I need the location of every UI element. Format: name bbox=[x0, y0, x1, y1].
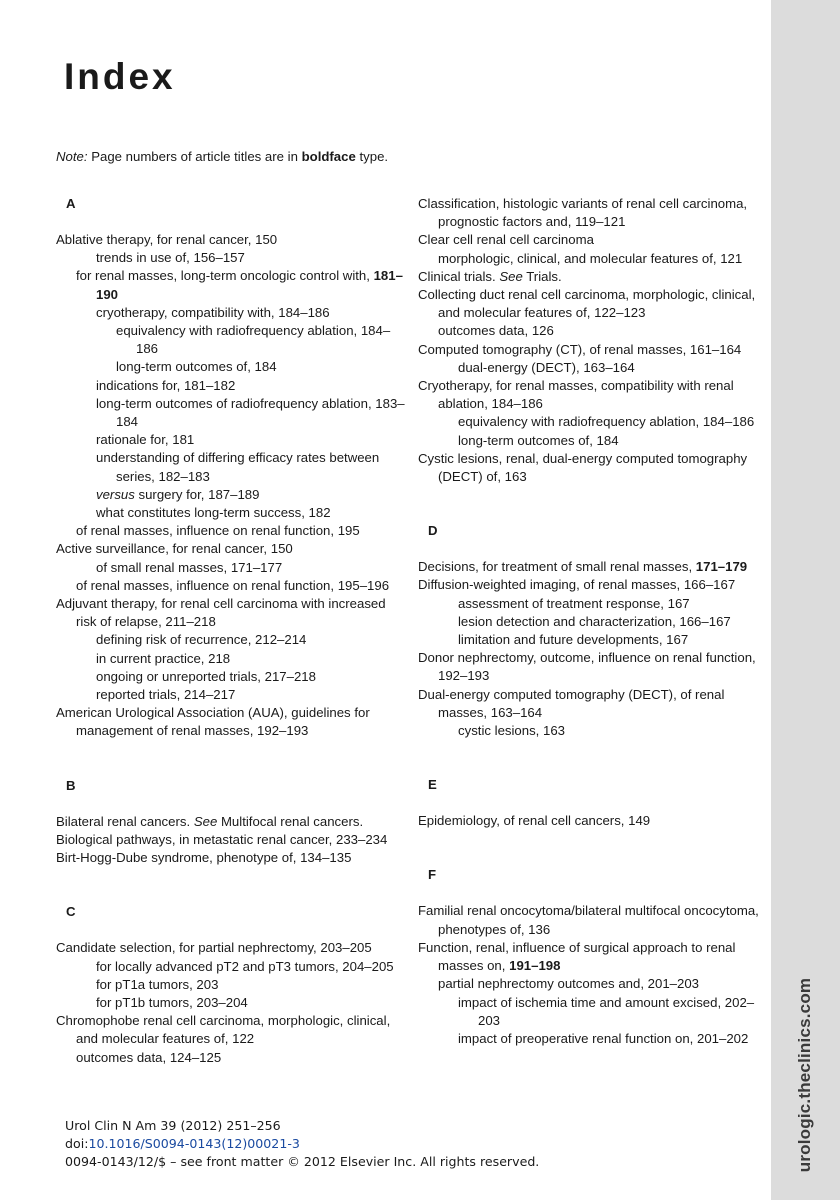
index-entry-text: for pT1a tumors, 203 bbox=[96, 976, 219, 992]
index-entry-text: Birt-Hogg-Dube syndrome, phenotype of, 134–135 bbox=[56, 850, 352, 866]
index-entry-text: cystic lesions, 163 bbox=[458, 723, 566, 739]
doi-label: doi: bbox=[65, 1136, 89, 1151]
index-entry bbox=[56, 395, 406, 431]
index-entry bbox=[56, 813, 406, 831]
index-entry-text: Adjuvant therapy, for renal cell carcinoma with increased risk of relapse, 211–218 bbox=[56, 596, 386, 630]
index-entry-text: Function, renal, influence of surgical approach to renal masses on, bbox=[418, 939, 736, 974]
index-entry-text: long-term outcomes of, 184 bbox=[458, 432, 619, 448]
index-entry bbox=[56, 939, 406, 957]
index-entry bbox=[418, 812, 768, 830]
index-entry bbox=[56, 358, 406, 376]
index-entry-text: impact of ischemia time and amount excised, 202–203 bbox=[458, 994, 755, 1028]
index-entry-text: 181–190 bbox=[96, 268, 403, 302]
index-entry bbox=[56, 249, 406, 267]
index-entry-text: understanding of differing efficacy rates between series, 182–183 bbox=[96, 450, 380, 484]
index-entry-text: impact of preoperative renal function on, 201–202 bbox=[458, 1030, 749, 1046]
note-bold: boldface bbox=[301, 149, 356, 164]
section-letter: C bbox=[66, 904, 76, 920]
index-entry bbox=[56, 849, 406, 867]
index-entry-text: Cystic lesions, renal, dual-energy computed tomography (DECT) of, 163 bbox=[418, 450, 748, 485]
index-entry-text: equivalency with radiofrequency ablation, 184–186 bbox=[458, 414, 755, 430]
index-entry-text: Computed tomography (CT), of renal masses, 161–164 bbox=[418, 341, 742, 357]
index-entry bbox=[56, 540, 406, 558]
index-entry bbox=[56, 267, 406, 303]
index-entry-text: 191–198 bbox=[509, 958, 561, 974]
index-entry-text: for renal masses, long-term oncologic control with, bbox=[76, 268, 374, 284]
index-entry-text: Clinical trials. bbox=[418, 268, 500, 284]
index-entry-text: cryotherapy, compatibility with, 184–186 bbox=[96, 304, 330, 320]
index-entry bbox=[56, 431, 406, 449]
index-note bbox=[56, 149, 388, 164]
index-entry bbox=[56, 449, 406, 485]
index-entry bbox=[418, 231, 768, 249]
index-entry bbox=[418, 595, 768, 613]
index-entry bbox=[56, 377, 406, 395]
index-entry-text: See bbox=[193, 813, 218, 829]
index-entry-text: trends in use of, 156–157 bbox=[96, 250, 245, 266]
index-entry bbox=[56, 322, 406, 358]
index-entry-text: Biological pathways, in metastatic renal cancer, 233–234 bbox=[56, 831, 388, 847]
index-entry bbox=[56, 976, 406, 994]
index-column-right bbox=[418, 195, 768, 1048]
index-entry-text: outcomes data, 126 bbox=[438, 323, 554, 339]
section-letter: B bbox=[66, 777, 76, 793]
index-entry-text: indications for, 181–182 bbox=[96, 377, 236, 393]
index-entry bbox=[56, 504, 406, 522]
index-entry-text: Active surveillance, for renal cancer, 150 bbox=[56, 541, 293, 557]
index-entry bbox=[418, 450, 768, 486]
index-entry bbox=[418, 649, 768, 685]
index-entry bbox=[418, 359, 768, 377]
index-entry bbox=[56, 668, 406, 686]
index-entry-text: See bbox=[499, 268, 523, 284]
index-entry bbox=[418, 268, 768, 286]
index-entry-text: lesion detection and characterization, 166–167 bbox=[458, 613, 731, 629]
index-entry-text: Bilateral renal cancers. bbox=[56, 813, 194, 829]
note-text-2: type. bbox=[355, 149, 389, 164]
index-entry-text: Decisions, for treatment of small renal masses, bbox=[418, 559, 696, 575]
index-entry bbox=[56, 1049, 406, 1067]
index-entry bbox=[418, 558, 768, 576]
index-entry bbox=[56, 1012, 406, 1048]
index-entry-text: morphologic, clinical, and molecular features of, 121 bbox=[438, 250, 743, 266]
index-entry bbox=[56, 559, 406, 577]
index-entry-text: Familial renal oncocytoma/bilateral multifocal oncocytoma, phenotypes of, 136 bbox=[418, 903, 759, 937]
index-entry bbox=[56, 486, 406, 504]
index-entry bbox=[418, 286, 768, 322]
index-entry bbox=[418, 939, 768, 975]
footer-citation: Urol Clin N Am 39 (2012) 251–256 bbox=[65, 1118, 281, 1133]
index-entry bbox=[418, 902, 768, 938]
index-entry-text: for locally advanced pT2 and pT3 tumors, 204–205 bbox=[96, 958, 394, 974]
index-entry-text: for pT1b tumors, 203–204 bbox=[96, 994, 248, 1010]
index-entry-text: long-term outcomes of radiofrequency ablation, 183–184 bbox=[96, 395, 405, 430]
index-entry bbox=[418, 377, 768, 413]
index-entry-text: outcomes data, 124–125 bbox=[76, 1049, 222, 1065]
index-entry bbox=[56, 958, 406, 976]
page-title: Index bbox=[64, 56, 176, 97]
index-entry bbox=[418, 432, 768, 450]
index-entry bbox=[56, 231, 406, 249]
index-entry-text: Multifocal renal cancers. bbox=[217, 813, 364, 829]
index-entry-text: reported trials, 214–217 bbox=[96, 687, 236, 703]
section-letter: D bbox=[428, 523, 438, 539]
footer-copyright: 0094-0143/12/$ – see front matter © 2012 Elsevier Inc. All rights reserved. bbox=[65, 1154, 540, 1169]
index-entry-text: dual-energy (DECT), 163–164 bbox=[458, 359, 635, 375]
footer-doi bbox=[65, 1135, 539, 1153]
index-entry-text: limitation and future developments, 167 bbox=[458, 632, 689, 648]
journal-url[interactable]: urologic.theclinics.com bbox=[795, 977, 814, 1173]
index-entry-text: Ablative therapy, for renal cancer, 150 bbox=[56, 232, 278, 247]
doi-link[interactable]: 10.1016/S0094-0143(12)00021-3 bbox=[88, 1136, 300, 1151]
index-entry-text: of renal masses, influence on renal function, 195–196 bbox=[76, 577, 390, 593]
index-entry bbox=[56, 304, 406, 322]
index-entry bbox=[56, 595, 406, 631]
index-entry bbox=[56, 686, 406, 704]
index-entry-text: what constitutes long-term success, 182 bbox=[96, 505, 331, 521]
index-entry bbox=[418, 722, 768, 740]
index-entry-text: Epidemiology, of renal cell cancers, 149 bbox=[418, 813, 651, 829]
index-entry-text: of small renal masses, 171–177 bbox=[96, 559, 283, 575]
index-entry-text: Candidate selection, for partial nephrectomy, 203–205 bbox=[56, 940, 372, 956]
index-entry bbox=[418, 686, 768, 722]
index-entry-text: surgery for, 187–189 bbox=[134, 486, 260, 502]
index-entry-text: rationale for, 181 bbox=[96, 432, 195, 448]
index-entry-text: Trials. bbox=[522, 268, 562, 284]
index-entry bbox=[56, 994, 406, 1012]
index-entry-text: Donor nephrectomy, outcome, influence on renal function, 192–193 bbox=[418, 650, 756, 684]
index-entry bbox=[56, 577, 406, 595]
index-entry-text: long-term outcomes of, 184 bbox=[116, 359, 277, 375]
section-letter: F bbox=[428, 867, 437, 883]
index-entry bbox=[56, 650, 406, 668]
index-entry bbox=[56, 704, 406, 740]
index-entry bbox=[56, 631, 406, 649]
index-entry-text: Classification, histologic variants of renal cell carcinoma, prognostic factors and, 119–121 bbox=[418, 196, 748, 230]
index-entry bbox=[418, 250, 768, 268]
index-entry-text: American Urological Association (AUA), guidelines for management of renal masses, 192–193 bbox=[56, 705, 370, 739]
index-column-left bbox=[56, 195, 406, 1067]
footer bbox=[65, 1117, 539, 1171]
index-entry bbox=[418, 631, 768, 649]
index-entry-text: Diffusion-weighted imaging, of renal masses, 166–167 bbox=[418, 577, 736, 593]
index-entry bbox=[418, 613, 768, 631]
index-entry bbox=[418, 975, 768, 993]
index-entry-text: Clear cell renal cell carcinoma bbox=[418, 232, 594, 248]
index-entry bbox=[418, 994, 768, 1030]
section-letter: E bbox=[428, 777, 437, 793]
note-label: Note: bbox=[56, 149, 88, 164]
index-entry-text: in current practice, 218 bbox=[96, 650, 231, 666]
index-entry bbox=[418, 341, 768, 359]
index-entry bbox=[418, 413, 768, 431]
index-entry-text: partial nephrectomy outcomes and, 201–203 bbox=[438, 976, 699, 992]
index-entry bbox=[56, 522, 406, 540]
index-entry-text: versus bbox=[96, 486, 135, 502]
index-entry-text: Collecting duct renal cell carcinoma, morphologic, clinical, and molecular features of, 122–123 bbox=[418, 287, 756, 321]
note-text-1: Page numbers of article titles are in bbox=[87, 149, 302, 164]
index-entry-text: of renal masses, influence on renal function, 195 bbox=[76, 523, 360, 539]
index-entry-text: 171–179 bbox=[695, 559, 748, 575]
index-entry-text: Cryotherapy, for renal masses, compatibility with renal ablation, 184–186 bbox=[418, 378, 734, 412]
index-entry-text: defining risk of recurrence, 212–214 bbox=[96, 632, 307, 648]
index-entry bbox=[56, 831, 406, 849]
index-entry bbox=[418, 576, 768, 594]
section-letter: A bbox=[66, 196, 76, 211]
index-entry bbox=[418, 195, 768, 231]
index-entry-text: assessment of treatment response, 167 bbox=[458, 595, 690, 611]
index-entry-text: Dual-energy computed tomography (DECT), of renal masses, 163–164 bbox=[418, 686, 725, 720]
index-entry-text: Chromophobe renal cell carcinoma, morphologic, clinical, and molecular features of, 122 bbox=[56, 1013, 391, 1047]
index-entry-text: equivalency with radiofrequency ablation, 184–186 bbox=[116, 323, 391, 357]
index-entry bbox=[418, 322, 768, 340]
index-entry bbox=[418, 1030, 768, 1048]
index-entry-text: ongoing or unreported trials, 217–218 bbox=[96, 668, 316, 684]
